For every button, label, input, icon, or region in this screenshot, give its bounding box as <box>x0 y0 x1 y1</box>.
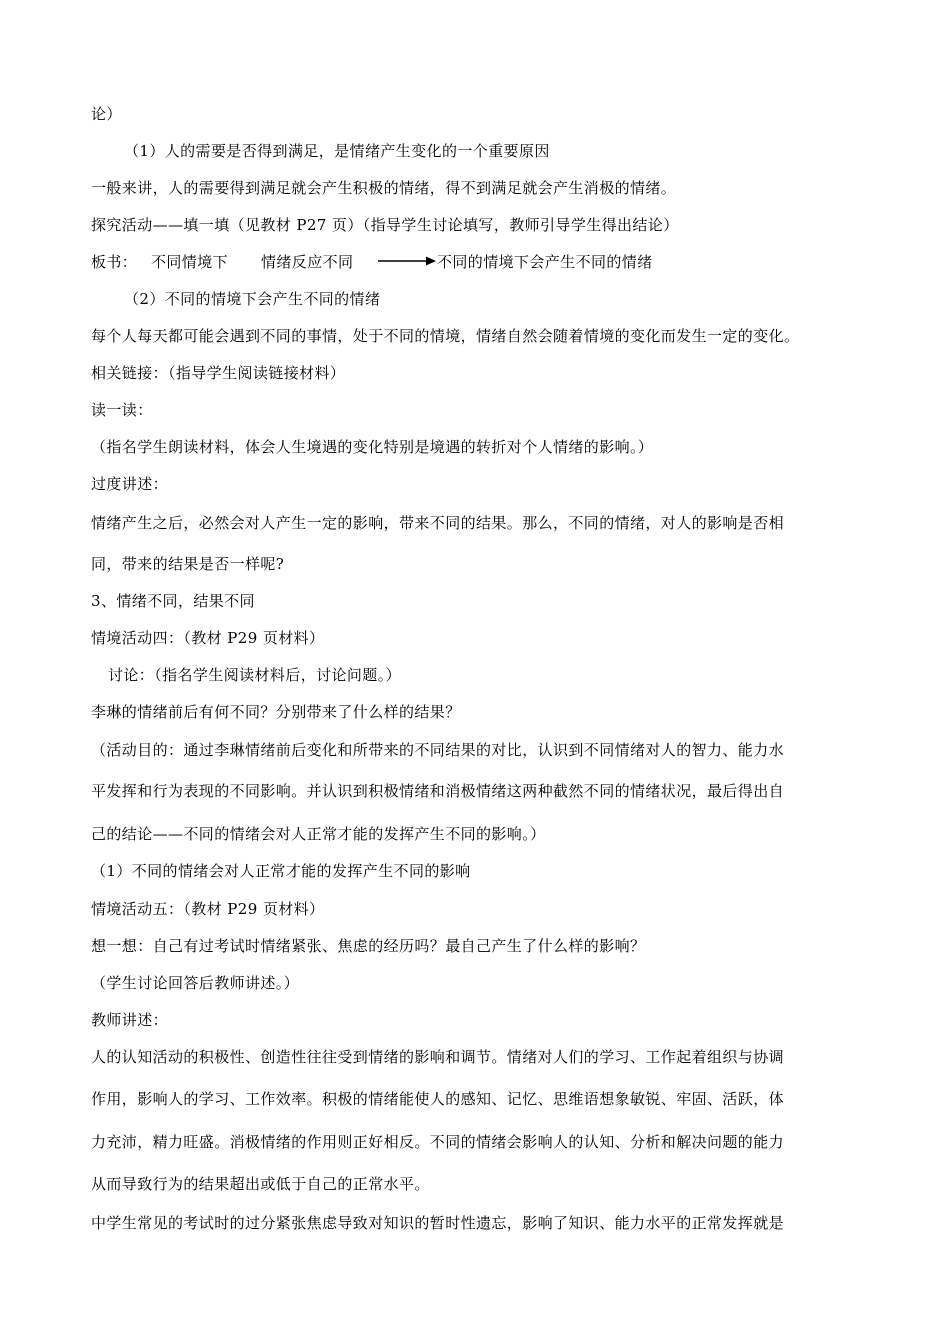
subheading: （1）不同的情绪会对人正常才能的发挥产生不同的影响 <box>91 862 471 880</box>
subheading: （2）不同的情境下会产生不同的情绪 <box>124 290 381 308</box>
text-line: 己的结论——不同的情绪会对人正常才能的发挥产生不同的影响。） <box>91 825 546 843</box>
board-result: 不同的情境下会产生不同的情绪 <box>437 253 653 271</box>
text-line: 过度讲述： <box>91 475 169 493</box>
text-line: 相关链接：（指导学生阅读链接材料） <box>91 364 346 382</box>
text-line: 情绪产生之后，必然会对人产生一定的影响，带来不同的结果。那么，不同的情绪，对人的影响是否相 <box>91 514 785 532</box>
subheading: （1）人的需要是否得到满足，是情绪产生变化的一个重要原因 <box>124 142 550 160</box>
text-line: 力充沛，精力旺盛。消极情绪的作用则正好相反。不同的情绪会影响人的认知、分析和解决问题的能力 <box>91 1133 785 1151</box>
text-line: （指名学生朗读材料，体会人生境遇的变化特别是境遇的转折对个人情绪的影响。） <box>91 438 654 456</box>
text-line: 情境活动四：（教材 P29 页材料） <box>91 629 325 647</box>
text-line: 同，带来的结果是否一样呢? <box>91 555 285 573</box>
text-line: 读一读： <box>91 401 153 419</box>
board-label: 板书： <box>91 253 138 271</box>
text-line: 从而导致行为的结果超出或低于自己的正常水平。 <box>91 1175 430 1193</box>
text-line: 李琳的情绪前后有何不同？分别带来了什么样的结果？ <box>91 703 461 721</box>
board-line <box>91 252 851 272</box>
section-heading: 3、情绪不同，结果不同 <box>91 592 255 610</box>
text-line: 论） <box>91 105 122 123</box>
text-line: 中学生常见的考试时的过分紧张焦虑导致对知识的暂时性遗忘，影响了知识、能力水平的正常发挥就是 <box>91 1214 785 1232</box>
board-item: 情绪反应不同 <box>261 253 354 271</box>
text-line: 想一想：自己有过考试时情绪紧张、焦虑的经历吗？最自己产生了什么样的影响？ <box>91 937 646 955</box>
text-line: 每个人每天都可能会遇到不同的事情，处于不同的情境，情绪自然会随着情境的变化而发生一定的变化。 <box>91 327 800 345</box>
text-line: （活动目的：通过李琳情绪前后变化和所带来的不同结果的对比，认识到不同情绪对人的智力、能力水 <box>91 741 785 759</box>
board-item: 不同情境下 <box>151 253 229 271</box>
text-line: 教师讲述： <box>91 1011 169 1029</box>
text-line: 作用，影响人的学习、工作效率。积极的情绪能使人的感知、记忆、思维语想象敏锐、牢固、活跃，体 <box>91 1090 785 1108</box>
text-line: （学生讨论回答后教师讲述。） <box>91 974 300 992</box>
arrow-icon <box>378 254 436 268</box>
text-line: 探究活动——填一填（见教材 P27 页）（指导学生讨论填写，教师引导学生得出结论） <box>91 216 679 234</box>
text-line: 一般来讲，人的需要得到满足就会产生积极的情绪，得不到满足就会产生消极的情绪。 <box>91 179 677 197</box>
text-line: 平发挥和行为表现的不同影响。并认识到积极情绪和消极情绪这两种截然不同的情绪状况，最后得出自 <box>91 782 785 800</box>
text-line: 人的认知活动的积极性、创造性往往受到情绪的影响和调节。情绪对人们的学习、工作起着组织与协调 <box>91 1048 785 1066</box>
text-line: 讨论：（指名学生阅读材料后，讨论问题。） <box>108 666 402 684</box>
text-line: 情境活动五：（教材 P29 页材料） <box>91 900 325 918</box>
